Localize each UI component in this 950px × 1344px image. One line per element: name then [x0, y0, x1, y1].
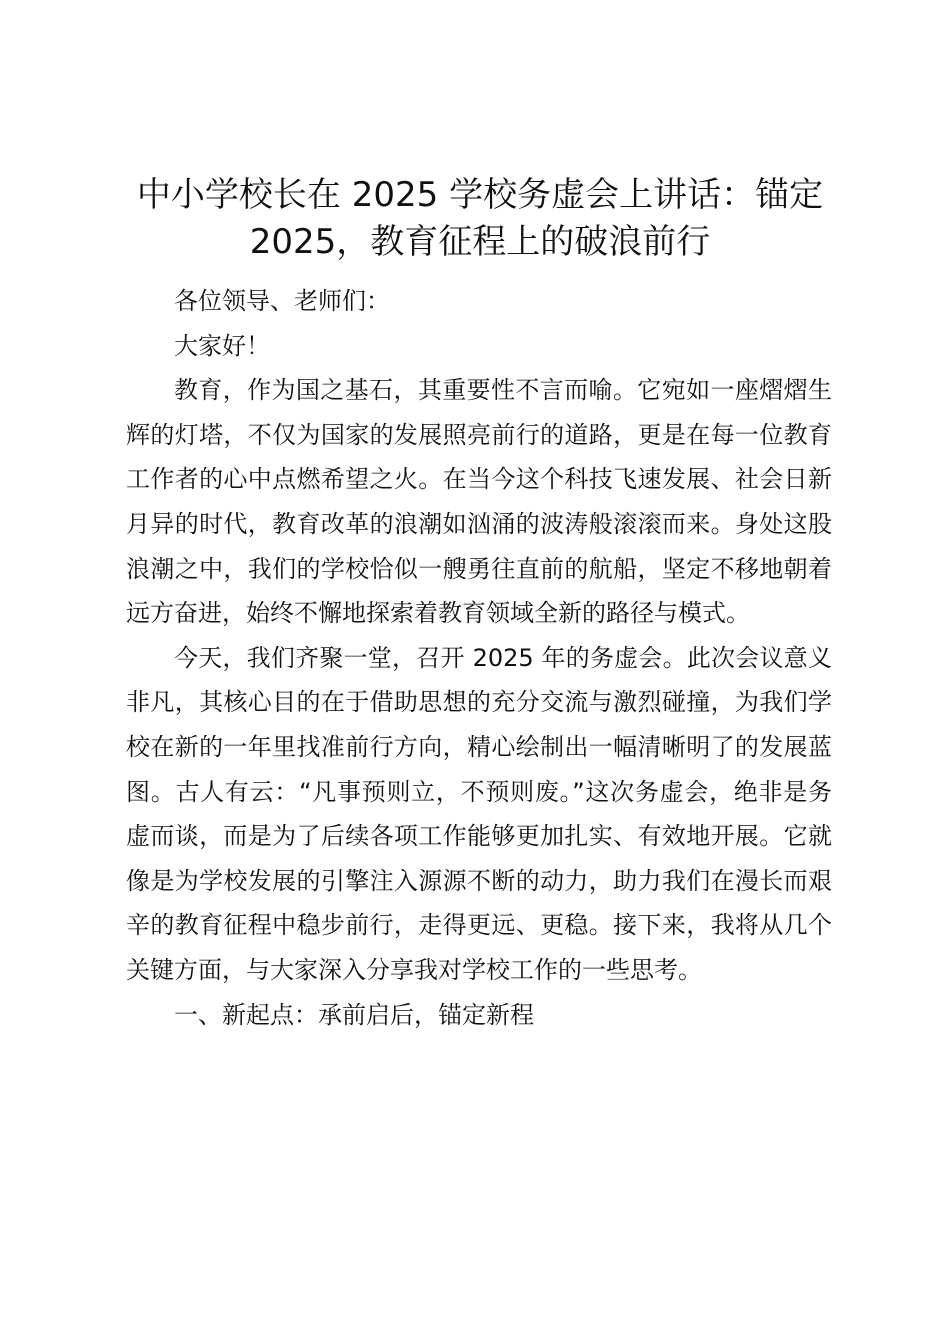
body-paragraph-2: 今天，我们齐聚一堂，召开 2025 年的务虚会。此次会议意义非凡，其核心目的在于借助思想的充分交流与激烈碰撞，为我们学校在新的一年里找准前行方向，精心绘制出一幅清晰明了的发展蓝图。古人有云：“凡事预则立，不预则废。”这次务虚会，绝非是务虚而谈，而是为了后续各项工作能够更加扎实、有效地开展。它就像是为学校发展的引擎注入源源不断的动力，助力我们在漫长而艰辛的教育征程中稳步前行，走得更远、更稳。接下来，我将从几个关键方面，与大家深入分享我对学校工作的一些思考。: [126, 643, 832, 984]
body-paragraph-1: 教育，作为国之基石，其重要性不言而喻。它宛如一座熠熠生辉的灯塔，不仅为国家的发展照亮前行的道路，更是在每一位教育工作者的心中点燃希望之火。在当今这个科技飞速发展、社会日新月异的时代，教育改革的浪潮如汹涌的波涛般滚滚而来。身处这股浪潮之中，我们的学校恰似一艘勇往直前的航船，坚定不移地朝着远方奋进，始终不懈地探索着教育领域全新的路径与模式。: [126, 376, 832, 628]
document-body: [126, 279, 832, 1037]
document-title: 中小学校长在 2025 学校务虚会上讲话：锚定 2025，教育征程上的破浪前行: [136, 175, 824, 262]
section-heading-1: 一、新起点：承前启后，锚定新程: [174, 1000, 534, 1029]
greeting-line: 各位领导、老师们：: [174, 287, 390, 315]
salutation-line: 大家好！: [174, 331, 270, 360]
